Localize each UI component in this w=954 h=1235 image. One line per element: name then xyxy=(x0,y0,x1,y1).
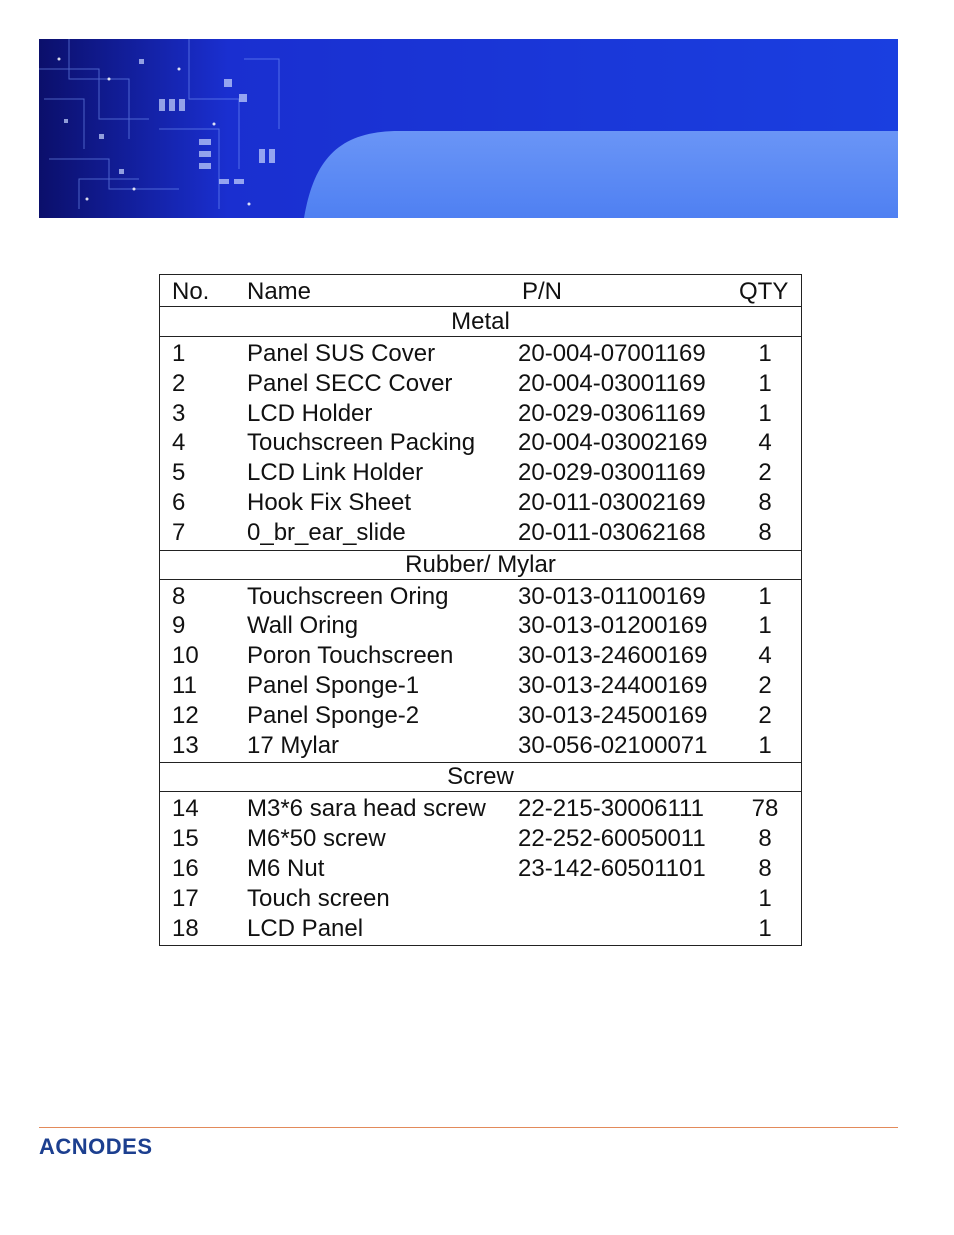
table-row xyxy=(160,458,801,488)
part-number-index: 4 xyxy=(172,429,186,457)
circuit-board-image xyxy=(39,39,898,218)
part-number-index: 8 xyxy=(172,582,186,610)
svg-text:ACNODES: ACNODES xyxy=(39,1134,153,1159)
part-number-index: 7 xyxy=(172,518,186,546)
part-pn: 22-252-60050011 xyxy=(518,825,706,853)
part-pn: 30-013-01200169 xyxy=(518,612,708,640)
part-number-index: 16 xyxy=(172,855,199,882)
part-qty: 1 xyxy=(758,369,772,397)
divider xyxy=(160,791,801,792)
section-title: Metal xyxy=(451,308,510,335)
part-number-index: 12 xyxy=(172,701,199,729)
part-qty: 4 xyxy=(758,642,772,670)
part-pn: 20-029-03001169 xyxy=(518,459,706,487)
part-qty: 1 xyxy=(758,884,772,912)
part-name: LCD Panel xyxy=(247,914,364,942)
part-pn: 30-056-02100071 xyxy=(518,731,708,759)
part-name: Panel SUS Cover xyxy=(247,340,436,367)
table-row xyxy=(160,731,801,761)
part-pn: 30-013-24600169 xyxy=(518,642,708,670)
part-number-index: 2 xyxy=(172,369,186,397)
acnodes-logo-mark xyxy=(39,1133,199,1159)
part-name: Wall Oring xyxy=(247,612,359,640)
part-number-index: 10 xyxy=(172,642,199,670)
table-row xyxy=(160,854,801,884)
part-qty: 1 xyxy=(758,914,772,942)
part-pn: 30-013-01100169 xyxy=(518,582,706,610)
part-number-index: 9 xyxy=(172,612,186,640)
table-row xyxy=(160,671,801,701)
part-number-index: 3 xyxy=(172,399,186,427)
table-row xyxy=(160,701,801,731)
section-title: Screw xyxy=(447,763,514,791)
divider xyxy=(160,306,801,307)
divider xyxy=(160,336,801,337)
part-number-index: 14 xyxy=(172,795,199,823)
part-number-index: 18 xyxy=(172,914,199,942)
table-row xyxy=(160,824,801,854)
part-name: 17 Mylar xyxy=(247,731,340,759)
part-name: Panel Sponge-1 xyxy=(247,672,420,699)
table-row xyxy=(160,369,801,399)
column-header-name: Name xyxy=(247,278,312,305)
part-pn: 20-011-03002169 xyxy=(518,489,706,516)
table-row xyxy=(160,428,801,458)
part-number-index: 13 xyxy=(172,731,199,759)
part-number-index: 1 xyxy=(172,340,186,367)
part-pn: 23-142-60501101 xyxy=(518,855,706,882)
section-title: Rubber/ Mylar xyxy=(405,550,556,578)
part-qty: 78 xyxy=(751,795,779,823)
divider xyxy=(160,579,801,580)
part-name: Touch screen xyxy=(247,884,390,912)
part-name: Hook Fix Sheet xyxy=(247,489,412,516)
part-number-index: 5 xyxy=(172,459,186,487)
table-row xyxy=(160,794,801,824)
part-pn: 20-029-03061169 xyxy=(518,399,706,427)
part-name: Touchscreen Packing xyxy=(247,429,476,457)
part-name: M3*6 sara head screw xyxy=(247,795,486,823)
part-pn: 30-013-24400169 xyxy=(518,672,708,699)
part-name: Touchscreen Oring xyxy=(247,582,449,610)
table-row xyxy=(160,884,801,914)
part-pn: 22-215-30006111 xyxy=(518,795,704,823)
part-pn: 20-004-07001169 xyxy=(518,340,706,367)
part-qty: 1 xyxy=(758,340,772,367)
table-row xyxy=(160,582,801,612)
table-row xyxy=(160,488,801,518)
table-row xyxy=(160,518,801,548)
part-qty: 2 xyxy=(758,672,772,699)
part-pn: 20-004-03001169 xyxy=(518,369,706,397)
part-name: Panel SECC Cover xyxy=(247,369,453,397)
part-name: Poron Touchscreen xyxy=(247,642,454,670)
part-qty: 8 xyxy=(758,855,772,882)
part-number-index: 11 xyxy=(172,672,197,699)
footer-divider xyxy=(39,1127,898,1128)
part-number-index: 15 xyxy=(172,825,199,853)
part-name: Panel Sponge-2 xyxy=(247,701,420,729)
part-name: M6 Nut xyxy=(247,855,325,882)
part-pn: 30-013-24500169 xyxy=(518,701,708,729)
part-name: LCD Holder xyxy=(247,399,373,427)
part-pn: 20-011-03062168 xyxy=(518,518,706,546)
part-name: 0_br_ear_slide xyxy=(247,518,406,546)
acnodes-logo xyxy=(39,1133,199,1159)
part-qty: 1 xyxy=(758,399,772,427)
table-header-row xyxy=(160,277,801,307)
table-row xyxy=(160,399,801,429)
table-row xyxy=(160,914,801,944)
column-header-no: No. xyxy=(172,278,210,305)
part-qty: 1 xyxy=(758,582,772,610)
table-row xyxy=(160,641,801,671)
header-banner xyxy=(39,39,898,218)
part-name: M6*50 screw xyxy=(247,825,386,853)
column-header-qty: QTY xyxy=(739,278,789,305)
part-qty: 8 xyxy=(758,825,772,853)
column-header-pn: P/N xyxy=(522,278,563,305)
part-number-index: 6 xyxy=(172,489,186,516)
part-qty: 1 xyxy=(758,612,772,640)
part-name: LCD Link Holder xyxy=(247,459,424,487)
part-qty: 8 xyxy=(758,518,772,546)
part-qty: 1 xyxy=(758,731,772,759)
part-number-index: 17 xyxy=(172,884,199,912)
table-row xyxy=(160,611,801,641)
part-pn: 20-004-03002169 xyxy=(518,429,708,457)
part-qty: 2 xyxy=(758,701,772,729)
part-qty: 8 xyxy=(758,489,772,516)
part-qty: 4 xyxy=(758,429,772,457)
table-row xyxy=(160,339,801,369)
parts-list-table xyxy=(159,274,802,946)
part-qty: 2 xyxy=(758,459,772,487)
